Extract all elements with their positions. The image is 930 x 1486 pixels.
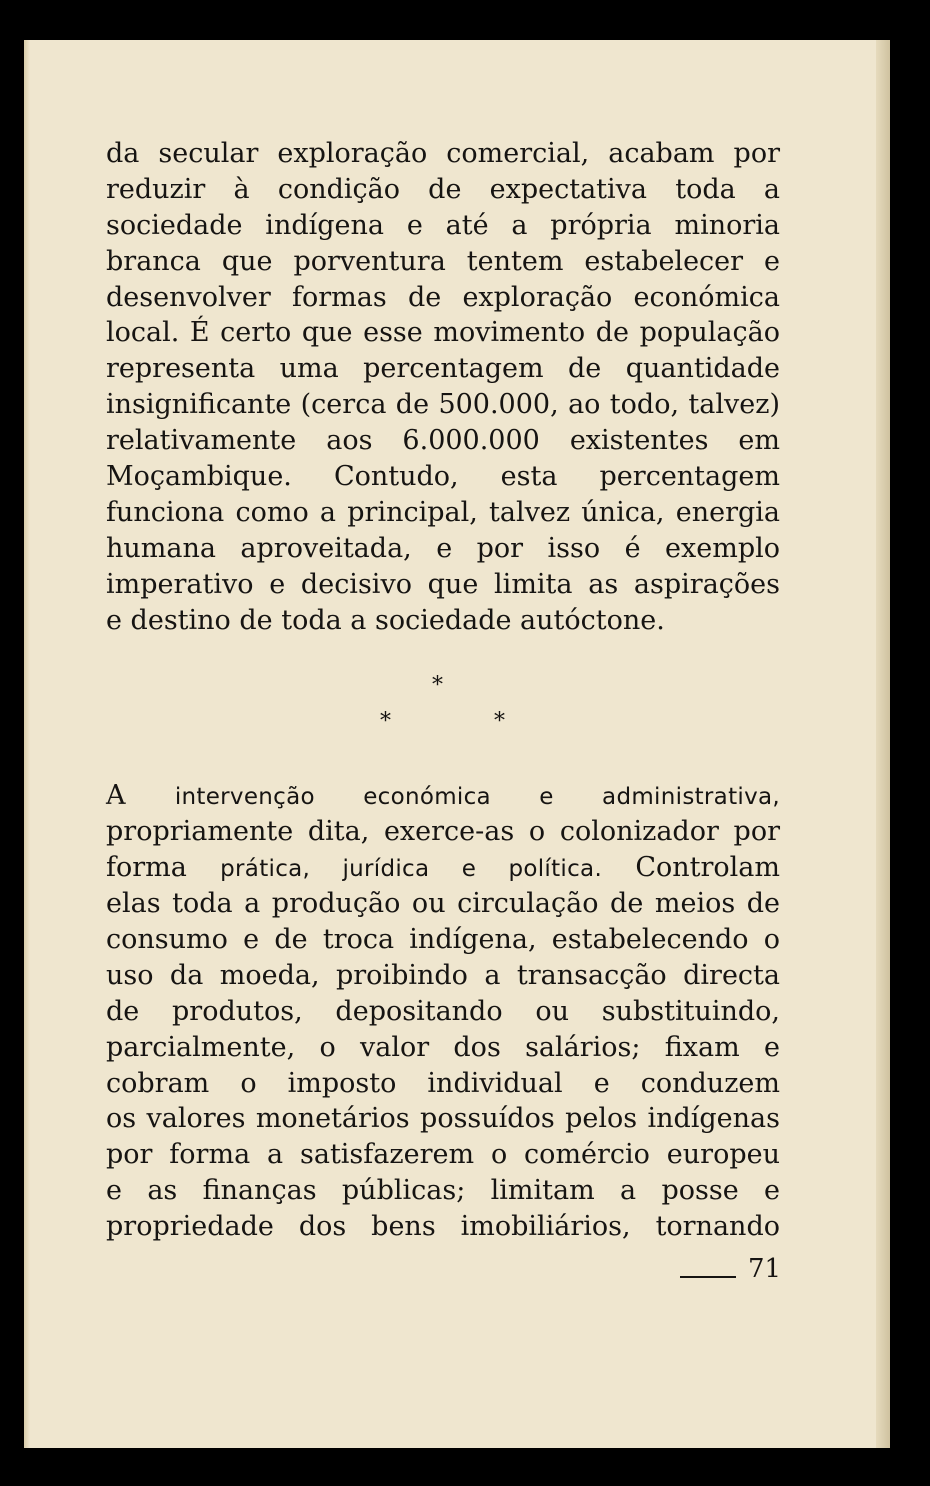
text-line: uso da moeda, proibindo a transacção directa (106, 959, 780, 991)
sans-phrase: prática, jurídica e política. (220, 856, 603, 883)
paragraph-1 (106, 136, 780, 638)
text-line: cobram o imposto individual e conduzem (106, 1067, 780, 1099)
text-line: desenvolver formas de exploração económica (106, 281, 780, 313)
asterisk-left: * (380, 709, 391, 735)
text-line: funciona como a principal, talvez única, energia (106, 496, 780, 528)
text-line: de produtos, depositando ou substituindo, (106, 995, 780, 1027)
page-right-edge (876, 40, 890, 1448)
sans-phrase: intervenção económica e administrativa, (174, 784, 780, 811)
page-number: 71 (748, 1254, 782, 1284)
book-page (24, 40, 890, 1448)
text-line: representa uma percentagem de quantidade (106, 353, 780, 385)
text-line: os valores monetários possuídos pelos indígenas (106, 1103, 780, 1135)
paragraph-2 (106, 778, 780, 1245)
text-line: relativamente aos 6.000.000 existentes em (106, 425, 780, 457)
text-line (106, 778, 780, 814)
text-line: imperativo e decisivo que limita as aspirações (106, 568, 780, 600)
text-line: e destino de toda a sociedade autóctone. (106, 604, 665, 636)
asterisk-right: * (494, 709, 505, 735)
text-line: Moçambique. Contudo, esta percentagem (106, 461, 780, 493)
text-line: parcialmente, o valor dos salários; fixam e (106, 1031, 780, 1063)
footer-rule (680, 1276, 736, 1278)
text-line: humana aproveitada, e por isso é exemplo (106, 532, 780, 564)
text-line: sociedade indígena e até a própria minoria (106, 209, 780, 241)
page-body (106, 136, 780, 1245)
text-line: por forma a satisfazerem o comércio europeu (106, 1139, 780, 1171)
text-line (106, 850, 780, 886)
text-line: elas toda a produção ou circulação de meios de (106, 888, 780, 920)
text-line: consumo e de troca indígena, estabelecendo o (106, 924, 780, 956)
page-left-edge (24, 40, 30, 1448)
text-line: local. É certo que esse movimento de população (106, 317, 780, 349)
text-line: reduzir à condição de expectativa toda a (106, 173, 780, 205)
asterisk-top: * (432, 673, 443, 699)
text-line: da secular exploração comercial, acabam por (106, 138, 780, 169)
drop-initial: A (106, 780, 126, 812)
text-line: branca que porventura tentem estabelecer e (106, 245, 780, 277)
text-fragment: Controlam (635, 852, 780, 884)
text-line: insignificante (cerca de 500.000, ao todo, talvez) (106, 389, 780, 421)
text-line: propriamente dita, exerce-as o colonizador por (106, 816, 780, 848)
text-line: e as finanças públicas; limitam a posse e (106, 1175, 780, 1207)
text-line: propriedade dos bens imobiliários, tornando (106, 1211, 780, 1243)
section-separator (106, 638, 780, 778)
text-fragment: forma (106, 852, 187, 884)
